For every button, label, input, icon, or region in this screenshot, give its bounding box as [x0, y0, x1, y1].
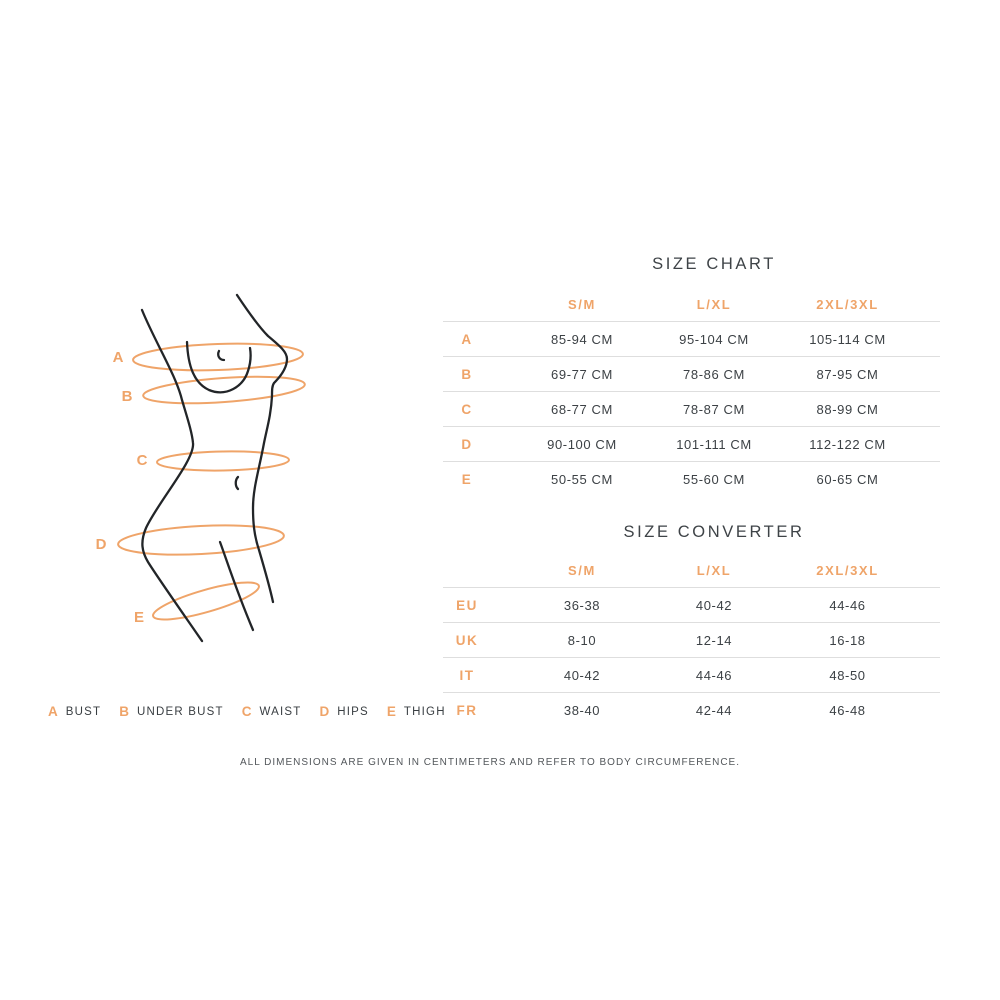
measurement-legend — [48, 704, 446, 719]
cell-value: 8-10 — [567, 632, 597, 648]
legend-label: WAIST — [259, 705, 302, 718]
column-header-sm: S/M — [568, 562, 596, 578]
table-row-fr — [443, 693, 940, 728]
legend-item-bust — [48, 704, 101, 719]
cell-value: 42-44 — [695, 703, 733, 718]
marker-b: B — [121, 388, 133, 405]
breast-curve — [187, 342, 251, 392]
legend-label: BUST — [65, 705, 102, 718]
cell-value: 46-48 — [829, 703, 866, 718]
body-diagram-svg — [40, 260, 360, 700]
cell-value: 16-18 — [829, 632, 866, 648]
legend-key: A — [48, 704, 59, 719]
table-row-it — [443, 658, 940, 693]
table-row-eu — [443, 588, 940, 623]
corner-cell — [443, 288, 491, 321]
back-contour-line — [142, 310, 202, 641]
cell-value: 40-42 — [695, 597, 733, 613]
column-header-lxl: L/XL — [696, 297, 732, 312]
table-row-d — [443, 427, 940, 462]
cell-value: 55-60 CM — [683, 472, 745, 487]
column-header-2xl3xl: 2XL/3XL — [816, 562, 879, 578]
body-measurement-diagram — [40, 260, 360, 700]
legend-item-thigh — [387, 704, 446, 719]
measurement-ellipses — [117, 341, 305, 627]
dimensions-footnote: ALL DIMENSIONS ARE GIVEN IN CENTIMETERS AND REFER TO BODY CIRCUMFERENCE. — [239, 757, 741, 768]
cell-value: 38-40 — [563, 703, 601, 718]
table-row-c — [443, 392, 940, 427]
legend-label: UNDER BUST — [136, 705, 224, 718]
legend-label: THIGH — [403, 705, 446, 718]
row-label: FR — [456, 703, 478, 718]
table-row-a — [443, 322, 940, 357]
column-header-sm: S/M — [568, 297, 596, 312]
legend-label: HIPS — [337, 705, 369, 718]
cell-value: 101-111 CM — [676, 436, 752, 452]
table-row-uk — [443, 623, 940, 658]
legend-item-underbust — [119, 704, 224, 719]
legend-key: E — [386, 704, 397, 719]
row-label: IT — [459, 667, 475, 683]
row-label: C — [461, 401, 473, 417]
cell-value: 68-77 CM — [551, 401, 613, 417]
cell-value: 12-14 — [695, 632, 733, 648]
row-label: A — [461, 331, 473, 347]
cell-value: 60-65 CM — [816, 472, 879, 487]
cell-value: 40-42 — [563, 667, 601, 683]
cell-value: 50-55 CM — [551, 472, 613, 487]
column-header-2xl3xl: 2XL/3XL — [816, 297, 879, 312]
cell-value: 87-95 CM — [816, 366, 879, 382]
size-converter-header-row — [443, 553, 940, 588]
marker-c: C — [136, 452, 148, 469]
front-contour-line — [237, 295, 287, 602]
waist-ellipse — [157, 450, 289, 471]
cell-value: 69-77 CM — [551, 366, 613, 382]
corner-cell — [443, 553, 491, 587]
table-row-e — [443, 462, 940, 497]
table-row-b — [443, 357, 940, 392]
legend-item-waist — [242, 704, 302, 719]
cell-value: 85-94 CM — [551, 331, 613, 347]
cell-value: 44-46 — [695, 667, 733, 683]
cell-value: 95-104 CM — [679, 331, 749, 347]
marker-labels — [96, 349, 148, 626]
marker-e: E — [133, 609, 145, 626]
cell-value: 112-122 CM — [809, 436, 886, 452]
cell-value: 48-50 — [829, 667, 866, 683]
size-chart-header-row — [443, 288, 940, 322]
cell-value: 78-86 CM — [683, 366, 745, 382]
marker-a: A — [112, 349, 124, 366]
nipple-mark — [218, 351, 224, 360]
navel-mark — [236, 477, 238, 489]
thigh-ellipse — [150, 575, 262, 626]
cell-value: 88-99 CM — [816, 401, 879, 417]
legend-key: B — [119, 704, 130, 719]
legend-key: C — [241, 704, 253, 719]
legend-key: D — [319, 704, 331, 719]
cell-value: 44-46 — [829, 597, 866, 613]
underbust-ellipse — [142, 372, 305, 407]
legend-item-hips — [320, 704, 369, 719]
size-chart-table — [443, 288, 940, 497]
row-label: EU — [456, 597, 478, 613]
row-label: E — [461, 472, 473, 487]
size-converter-table — [443, 553, 940, 728]
size-converter-title: SIZE CONVERTER — [623, 523, 805, 541]
cell-value: 90-100 CM — [547, 436, 617, 452]
cell-value: 36-38 — [563, 597, 601, 613]
size-chart-title: SIZE CHART — [652, 255, 776, 273]
column-header-lxl: L/XL — [696, 562, 732, 578]
row-label: UK — [455, 632, 479, 648]
cell-value: 78-87 CM — [683, 401, 745, 417]
row-label: B — [461, 366, 473, 382]
cell-value: 105-114 CM — [809, 331, 886, 347]
row-label: D — [461, 436, 473, 452]
marker-d: D — [95, 536, 107, 553]
